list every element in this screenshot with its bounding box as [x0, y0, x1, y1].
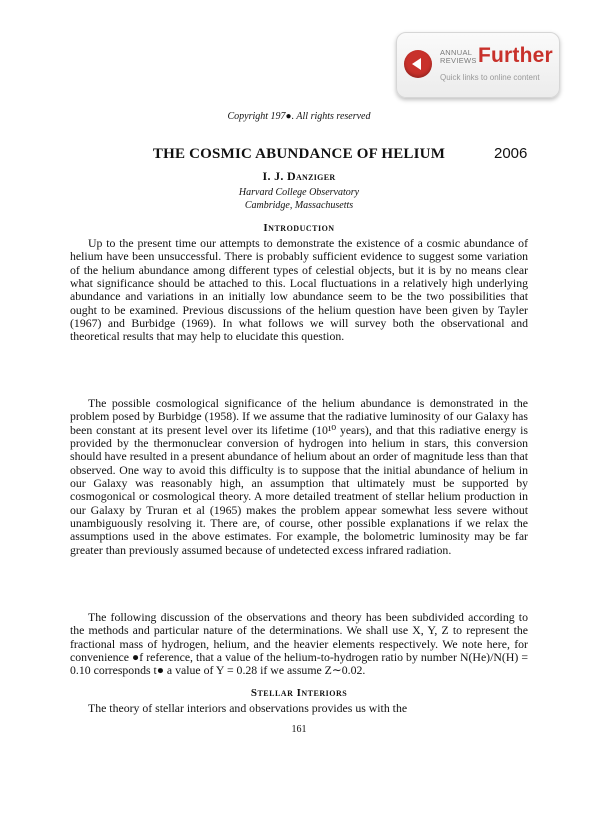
paragraph-1: Up to the present time our attempts to demonstrate the existence of a cosmic abundance of helium have been unsuccessful. There is probably sufficient evidence to suggest some variation of the helium abundance among different types of celestial objects, but it is by no means clear what significance should be attached to this. Local fluctuations in a relatively high underlying abundance and variations in an initially low abundance seem to be the two possibilities that ought to be examined. Previous discussions of the helium question have been given by Tayler (1967) and Burbidge (1969). In what follows we will survey both the observational and theoretical results that may help to elucidate this question.: [70, 236, 528, 344]
affiliation-institution: Harvard College Observatory: [238, 187, 360, 198]
article-title: THE COSMIC ABUNDANCE OF HELIUM: [152, 146, 446, 162]
annual-reviews-label: [440, 49, 476, 65]
further-wordmark: Further: [478, 44, 553, 67]
copyright-line: Copyright 197●. All rights reserved: [227, 111, 371, 122]
further-badge[interactable]: [396, 32, 560, 98]
section-heading-stellar-interiors: Stellar Interiors: [250, 687, 348, 699]
paragraph-2: The possible cosmological significance of the helium abundance is demonstrated in the problem posed by Burbidge (1958). If we assume that the radiative luminosity of our Galaxy has been constant at its present level over its lifetime (10¹⁰ years), and that this radiative energy is provided by the thermonuclear conversion of hydrogen into helium in stars, this conversion should have resulted in a present abundance of helium about an order of magnitude less than that observed. One way to avoid this difficulty is to suppose that the initial abundance of helium in our Galaxy was reasonably high, an assumption that ultimately must be supported by cosmogonical or cosmological theory. A more detailed treatment of stellar helium production in our Galaxy by Truran et al (1965) makes the problem appear somewhat less severe without unambiguously resolving it. There are, of course, other possible explanations if we relax the assumptions used in the above estimates. For example, the bolometric luminosity may be far greater than previously assumed because of undetected excess infrared radiation.: [70, 396, 528, 557]
page-number: 161: [291, 724, 307, 735]
section-heading-introduction: Introduction: [263, 222, 335, 234]
further-subtitle: Quick links to online content: [440, 73, 540, 82]
author-name: I. J. Danziger: [262, 169, 336, 183]
article-code: 2006: [494, 145, 528, 162]
reviews-text: REVIEWS: [440, 56, 477, 65]
paragraph-4: The theory of stellar interiors and observations provides us with the: [88, 701, 408, 715]
affiliation-location: Cambridge, Massachusetts: [244, 200, 354, 211]
annual-text: ANNUAL: [440, 48, 473, 57]
paragraph-3: The following discussion of the observations and theory has been subdivided according to the methods and particular nature of the determinations. We shall use X, Y, Z to represent the fractional mass of hydrogen, helium, and the heavier elements respectively. We note here, for convenience ●f reference, that a value of the helium-to-hydrogen ratio by number N(He)/N(H) = 0.10 corresponds t● a value of Y = 0.28 if we assume Z∼0.02.: [70, 610, 528, 678]
back-arrow-icon: [404, 50, 432, 78]
